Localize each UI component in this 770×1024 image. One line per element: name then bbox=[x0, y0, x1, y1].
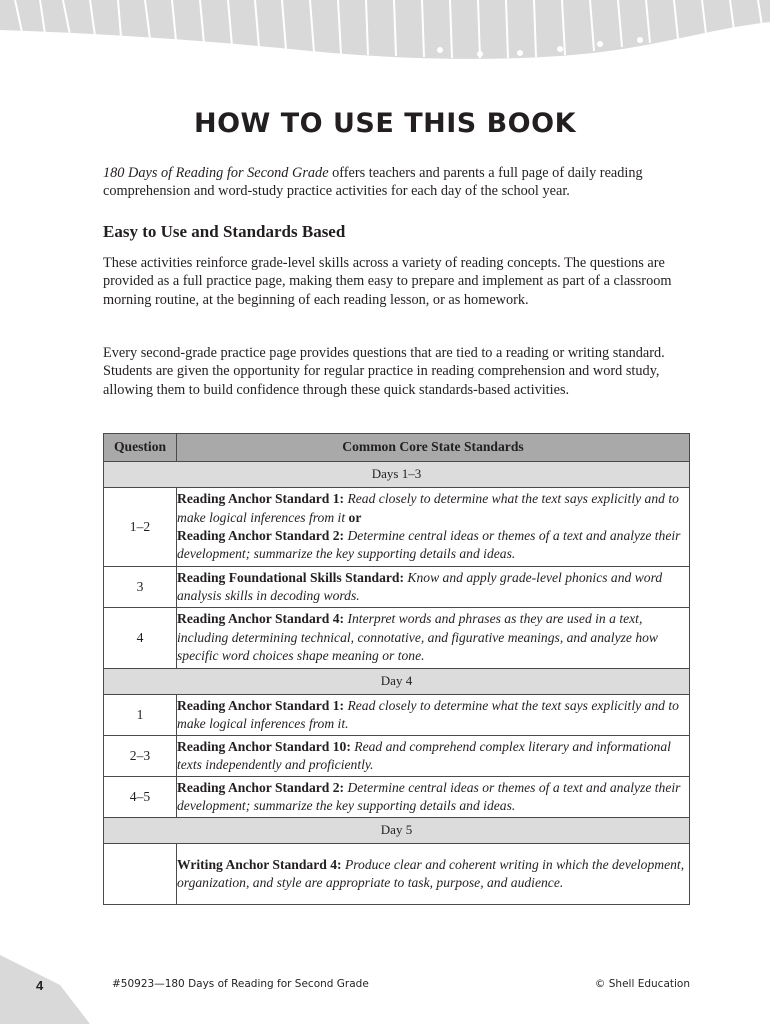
standard-text: Read closely to determine what the text says explicitly and to make logical inferences from it bbox=[177, 491, 679, 525]
table-row bbox=[104, 567, 690, 608]
page-number: 4 bbox=[36, 978, 44, 993]
question-number: 1–2 bbox=[104, 488, 177, 567]
standard-name: Reading Anchor Standard 4: bbox=[177, 611, 345, 627]
body-paragraph-1: These activities reinforce grade-level skills across a variety of reading concepts. The questions are provided as a full practice page, making them easy to prepare and implement as part of a classroom morning routine, at the beginning of each reading lesson, or as homework. bbox=[103, 255, 672, 308]
header-question: Question bbox=[104, 434, 177, 462]
question-number: 3 bbox=[104, 567, 177, 608]
footer-publisher: © Shell Education bbox=[594, 978, 690, 990]
standard-name: Reading Anchor Standard 1: bbox=[177, 697, 345, 713]
intro-paragraph bbox=[103, 164, 693, 201]
question-number: 4 bbox=[104, 608, 177, 669]
standard-description bbox=[177, 736, 690, 777]
page-corner-tab bbox=[0, 955, 90, 1024]
footer-book-reference: #50923—180 Days of Reading for Second Grade bbox=[112, 978, 369, 990]
table-row bbox=[104, 608, 690, 669]
body-paragraph-2: Every second-grade practice page provides questions that are tied to a reading or writing standard. Students are given the opportunity for regular practice in reading comprehension and word study, allowing them to build confidence through these quick standards-based activities. bbox=[103, 345, 665, 398]
standard-description bbox=[177, 608, 690, 669]
table-row bbox=[104, 695, 690, 736]
standard-name: Reading Anchor Standard 10: bbox=[177, 738, 351, 754]
table-row bbox=[104, 488, 690, 567]
band-day-5: Day 5 bbox=[104, 818, 690, 844]
table-header-row bbox=[104, 434, 690, 462]
standard-description bbox=[177, 777, 690, 818]
band-row bbox=[104, 669, 690, 695]
standard-connector: or bbox=[348, 509, 362, 525]
standard-text: Interpret words and phrases as they are used in a text, including determining technical, connotative, and figurative meanings, and analyze how specific word choices shape meaning or tone. bbox=[177, 611, 658, 664]
header-standards: Common Core State Standards bbox=[177, 434, 690, 462]
page-title: HOW TO USE THIS BOOK bbox=[193, 108, 577, 139]
standard-text: Determine central ideas or themes of a text and analyze their development; summarize the key supporting details and ideas. bbox=[177, 528, 681, 562]
table-row bbox=[104, 736, 690, 777]
section-heading: Easy to Use and Standards Based bbox=[103, 222, 346, 241]
standards-table bbox=[103, 433, 690, 905]
intro-book-title: 180 Days of Reading for Second Grade bbox=[103, 165, 329, 181]
decorative-top-banner bbox=[0, 0, 770, 70]
question-number: 2–3 bbox=[104, 736, 177, 777]
standard-text: Produce clear and coherent writing in which the development, organization, and style are appropriate to task, purpose, and audience. bbox=[177, 856, 685, 890]
standard-text: Determine central ideas or themes of a text and analyze their development; summarize the key supporting details and ideas. bbox=[177, 779, 681, 813]
standard-description bbox=[177, 488, 690, 567]
band-days-1-3: Days 1–3 bbox=[104, 462, 690, 488]
band-row bbox=[104, 462, 690, 488]
standard-text: Know and apply grade-level phonics and word analysis skills in decoding words. bbox=[177, 569, 663, 603]
standard-text: Read and comprehend complex literary and informational texts independently and proficiently. bbox=[177, 738, 671, 772]
standard-text: Read closely to determine what the text says explicitly and to make logical inferences from it. bbox=[177, 697, 679, 731]
standard-name: Reading Anchor Standard 1: bbox=[177, 491, 345, 507]
standard-name: Writing Anchor Standard 4: bbox=[177, 856, 342, 872]
band-row bbox=[104, 818, 690, 844]
standard-name: Reading Anchor Standard 2: bbox=[177, 779, 345, 795]
standard-description bbox=[177, 695, 690, 736]
question-number: 1 bbox=[104, 695, 177, 736]
intro-text: offers teachers and parents a full page of daily reading comprehension and word-study practice activities for each day of the school year. bbox=[103, 165, 643, 200]
table-row bbox=[104, 844, 690, 905]
question-number bbox=[104, 844, 177, 905]
table-row bbox=[104, 777, 690, 818]
band-day-4: Day 4 bbox=[104, 669, 690, 695]
standard-description bbox=[177, 844, 690, 905]
question-number: 4–5 bbox=[104, 777, 177, 818]
standard-name: Reading Anchor Standard 2: bbox=[177, 528, 345, 543]
standard-description bbox=[177, 567, 690, 608]
standard-name: Reading Foundational Skills Standard: bbox=[177, 569, 405, 585]
